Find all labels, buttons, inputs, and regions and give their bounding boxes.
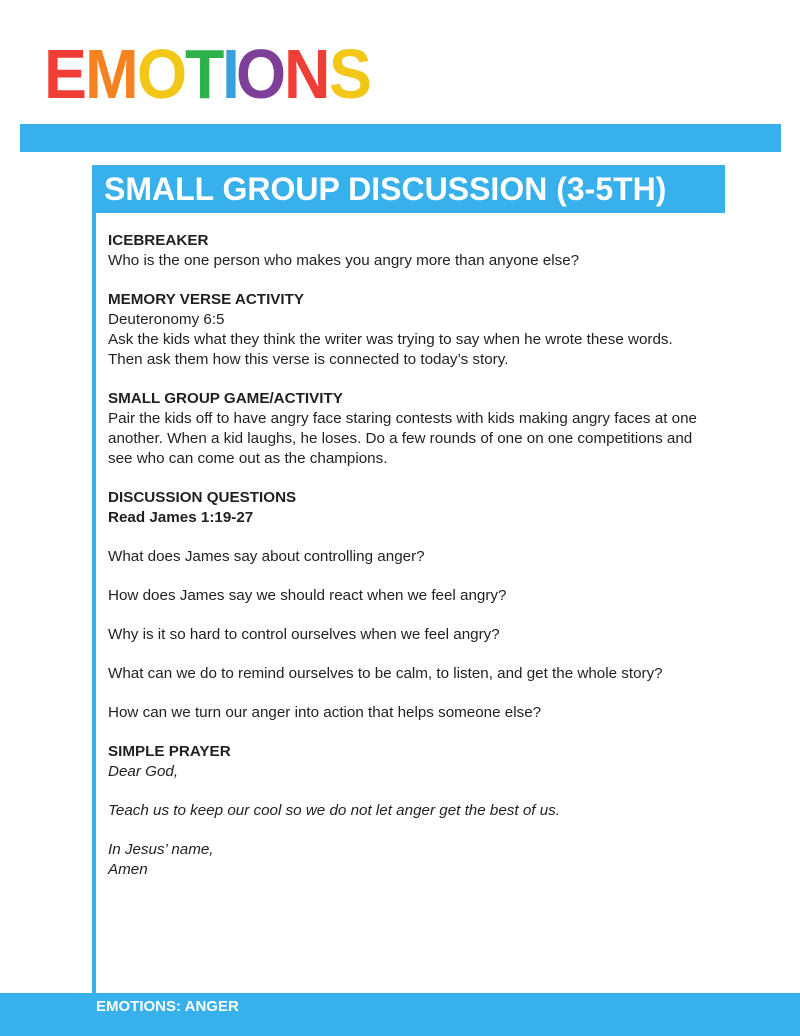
- section-heading: DISCUSSION QUESTIONS: [108, 489, 297, 506]
- icebreaker-section: [108, 231, 728, 271]
- memory-verse-text: Then ask them how this verse is connected to today’s story.: [108, 351, 509, 368]
- logo-letter: M: [84, 35, 136, 113]
- footer-title: EMOTIONS: ANGER: [96, 998, 239, 1015]
- footer-bar: [0, 993, 800, 1036]
- logo-letter: S: [328, 35, 369, 113]
- game-text: Pair the kids off to have angry face staring contests with kids making angry faces at one: [108, 410, 697, 427]
- content-body: [108, 231, 728, 899]
- discussion-section: [108, 488, 728, 723]
- left-accent-rule: [92, 165, 96, 1005]
- memory-verse-text: Ask the kids what they think the writer was trying to say when he wrote these words.: [108, 331, 673, 348]
- prayer-closing: In Jesus’ name,: [108, 841, 214, 858]
- game-text: see who can come out as the champions.: [108, 450, 388, 467]
- memory-verse-section: [108, 290, 728, 370]
- header-accent-bar: [20, 124, 781, 152]
- logo-letter: I: [222, 35, 238, 113]
- discussion-question: What does James say about controlling anger?: [108, 548, 425, 565]
- logo-letter: T: [185, 35, 223, 113]
- section-heading: SMALL GROUP GAME/ACTIVITY: [108, 390, 343, 407]
- logo-letter: O: [137, 35, 185, 113]
- section-heading: SIMPLE PRAYER: [108, 743, 231, 760]
- section-banner: SMALL GROUP DISCUSSION (3-5TH): [92, 165, 725, 213]
- prayer-body: Teach us to keep our cool so we do not let anger get the best of us.: [108, 802, 560, 819]
- game-text: another. When a kid laughs, he loses. Do a few rounds of one on one competitions and: [108, 430, 693, 447]
- prayer-section: [108, 742, 728, 880]
- verse-reference: Deuteronomy 6:5: [108, 311, 225, 328]
- logo-letter: E: [44, 35, 85, 113]
- prayer-salutation: Dear God,: [108, 763, 179, 780]
- logo-letter: N: [284, 35, 328, 113]
- logo-letter: O: [235, 35, 284, 113]
- discussion-question: Why is it so hard to control ourselves when we feel angry?: [108, 626, 500, 643]
- discussion-question: How does James say we should react when we feel angry?: [108, 587, 507, 604]
- game-section: [108, 389, 728, 469]
- discussion-question: How can we turn our anger into action that helps someone else?: [108, 704, 542, 721]
- section-heading: ICEBREAKER: [108, 232, 209, 249]
- discussion-question: What can we do to remind ourselves to be calm, to listen, and get the whole story?: [108, 665, 663, 682]
- section-heading: MEMORY VERSE ACTIVITY: [108, 291, 305, 308]
- scripture-reading: Read James 1:19-27: [108, 509, 254, 526]
- prayer-amen: Amen: [108, 861, 148, 878]
- icebreaker-text: Who is the one person who makes you angry more than anyone else?: [108, 252, 580, 269]
- emotions-logo: [44, 35, 369, 113]
